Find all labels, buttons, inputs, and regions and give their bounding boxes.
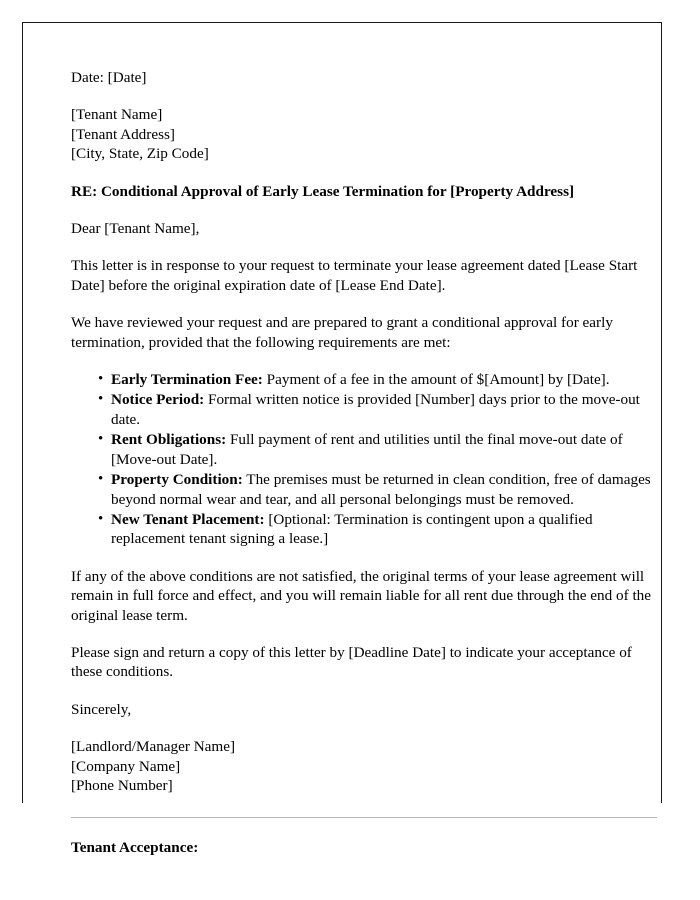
tenant-acceptance-heading: Tenant Acceptance: — [71, 839, 199, 857]
section-divider — [71, 817, 657, 818]
list-item — [111, 510, 657, 549]
list-item — [111, 430, 657, 469]
letter-body — [71, 68, 657, 858]
conditions-list — [71, 370, 657, 549]
condition-text: Formal written notice is provided [Number] days prior to the move-out date. — [111, 391, 640, 428]
sender-company: [Company Name] — [71, 757, 181, 775]
list-item — [111, 390, 657, 429]
condition-text: [Optional: Termination is contingent upon a qualified replacement tenant signing a lease.] — [111, 510, 593, 548]
condition-label: Early Termination Fee: — [111, 371, 263, 389]
condition-label: Notice Period: — [111, 391, 205, 409]
recipient-address: [Tenant Address] — [71, 125, 175, 143]
condition-label: Rent Obligations: — [111, 431, 227, 449]
condition-text: Payment of a fee in the amount of $[Amount] by [Date]. — [262, 371, 610, 389]
paragraph-noncompliance: If any of the above conditions are not satisfied, the original terms of your lease agreement will remain in full force and effect, and you will remain liable for all rent due through the end of the original lease term. — [71, 567, 652, 624]
recipient-address-block — [71, 105, 657, 163]
condition-text: Full payment of rent and utilities until the final move-out date of [Move-out Date]. — [111, 431, 623, 468]
list-item — [111, 370, 657, 389]
closing: Sincerely, — [71, 700, 132, 718]
sender-name: [Landlord/Manager Name] — [71, 738, 236, 756]
salutation: Dear [Tenant Name], — [71, 220, 200, 238]
paragraph-intro: This letter is in response to your request to terminate your lease agreement dated [Lease Start Date] before the original expiration date of [Lease End Date]. — [71, 257, 638, 294]
condition-text: The premises must be returned in clean condition, free of damages beyond normal wear and tear, and all personal belongings must be removed. — [111, 471, 651, 508]
recipient-name: [Tenant Name] — [71, 106, 163, 124]
sender-signature-block — [71, 737, 657, 795]
paragraph-signature-request: Please sign and return a copy of this letter by [Deadline Date] to indicate your acceptance of these conditions. — [71, 643, 632, 681]
condition-label: New Tenant Placement: — [111, 510, 265, 528]
document-page-frame — [22, 22, 662, 857]
date-line: Date: [Date] — [71, 69, 147, 86]
subject-line: RE: Conditional Approval of Early Lease Termination for [Property Address] — [71, 182, 575, 200]
paragraph-review: We have reviewed your request and are prepared to grant a conditional approval for early termination, provided that the following requirements are met: — [71, 314, 613, 351]
list-item — [111, 470, 657, 509]
condition-label: Property Condition: — [111, 471, 243, 489]
recipient-city-state-zip: [City, State, Zip Code] — [71, 145, 209, 163]
sender-phone: [Phone Number] — [71, 776, 173, 794]
